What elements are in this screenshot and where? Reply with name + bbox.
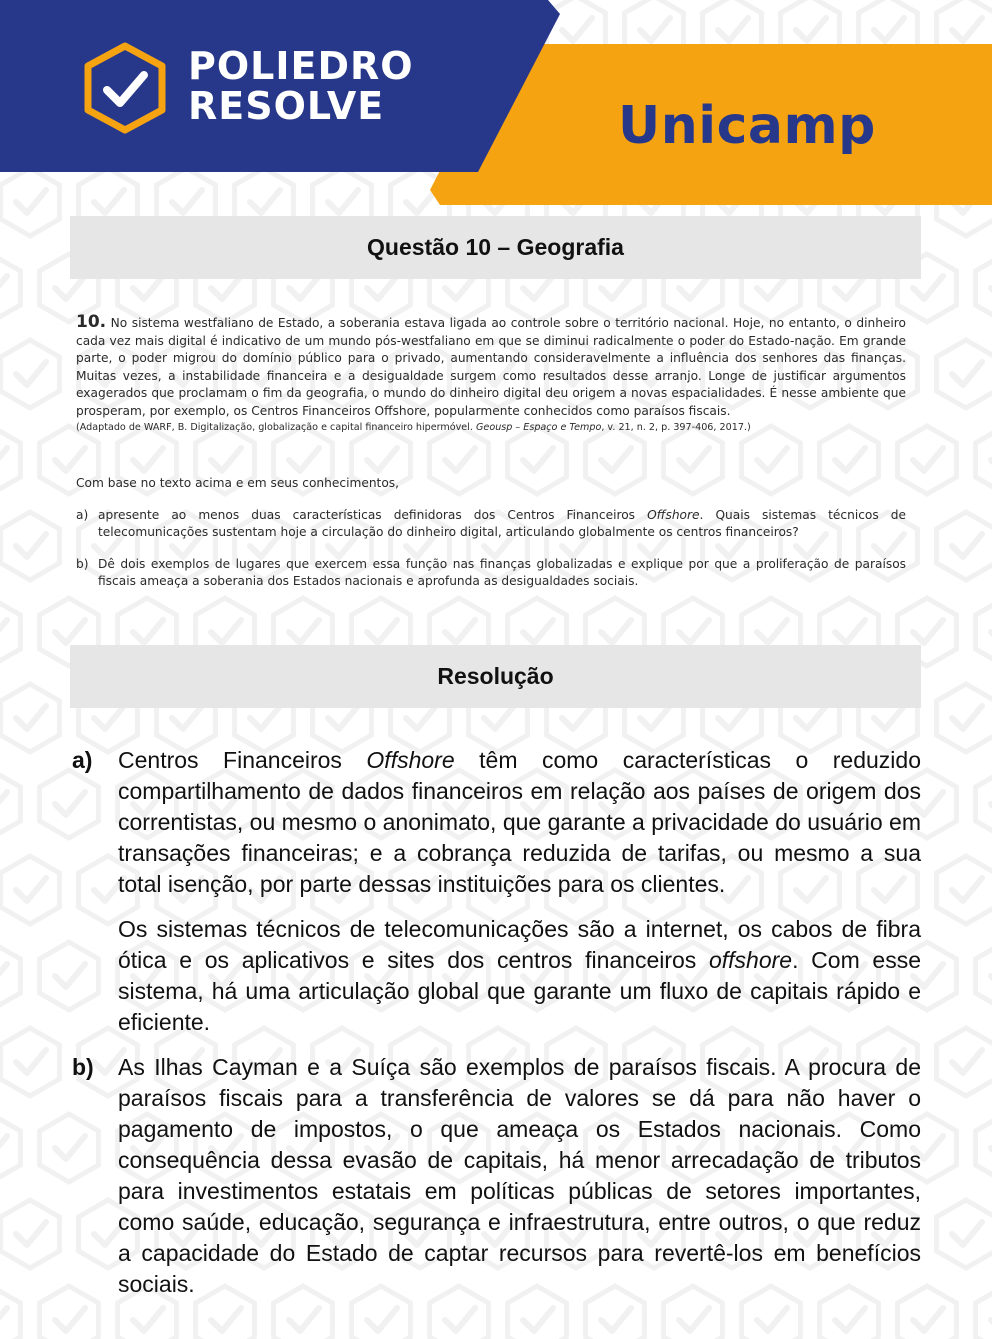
watermark-check-icon xyxy=(0,770,20,838)
question-number: 10. xyxy=(76,312,107,332)
watermark-check-icon xyxy=(0,1114,20,1182)
question-block xyxy=(76,314,906,591)
resolution-header-bar xyxy=(70,645,921,708)
watermark-check-icon xyxy=(0,254,20,322)
watermark-check-icon xyxy=(976,942,992,1010)
watermark-check-icon xyxy=(976,254,992,322)
answer-b-label: b) xyxy=(72,1054,94,1080)
page-header xyxy=(0,0,992,205)
watermark-check-icon xyxy=(976,1286,992,1339)
watermark-check-icon xyxy=(937,684,992,752)
brand-logo-text xyxy=(188,46,414,126)
item-a-text: apresente ao menos duas características definidoras dos Centros Financeiros Offshore. Quais sistemas técnicos de telecomunicações sustentam hoje a circulação do dinheiro digital, articulando globalmente os centros financeiros? xyxy=(98,507,906,539)
watermark-check-icon xyxy=(1,684,60,752)
watermark-check-icon xyxy=(1,1200,60,1268)
brand-line-1: POLIEDRO xyxy=(188,44,414,88)
answer-a xyxy=(72,745,921,1038)
watermark-check-icon xyxy=(976,426,992,494)
watermark-check-icon xyxy=(0,1286,20,1339)
watermark-check-icon xyxy=(0,426,20,494)
watermark-check-icon xyxy=(1,856,60,924)
item-b-text: Dê dois exemplos de lugares que exercem essa função nas finanças globalizadas e explique por que a proliferação de paraísos fiscais ameaça a soberania dos Estados nacionais e aprofunda as desigualdades sociais. xyxy=(98,556,906,588)
source-citation: (Adaptado de WARF, B. Digitalização, globalização e capital financeiro hipermóvel. xyxy=(76,422,476,433)
watermark-check-icon xyxy=(937,856,992,924)
watermark-check-icon xyxy=(1,340,60,408)
answer-b xyxy=(72,1052,921,1300)
item-b-label: b) xyxy=(76,556,89,571)
question-item-a xyxy=(76,507,906,542)
question-header-bar xyxy=(70,216,921,279)
source-journal: Geousp – Espaço e Tempo xyxy=(475,422,602,433)
exam-name: Unicamp xyxy=(618,96,876,156)
question-intro: Com base no texto acima e em seus conhecimentos, xyxy=(76,476,400,490)
source-details: , v. 21, n. 2, p. 397-406, 2017.) xyxy=(601,422,751,433)
question-item-b xyxy=(76,556,906,591)
watermark-check-icon xyxy=(976,770,992,838)
watermark-check-icon xyxy=(937,1028,992,1096)
watermark-check-icon xyxy=(1,512,60,580)
question-title: Questão 10 – Geografia xyxy=(367,234,624,260)
question-source xyxy=(76,421,906,435)
watermark-check-icon xyxy=(976,598,992,666)
watermark-check-icon xyxy=(0,598,20,666)
watermark-check-icon xyxy=(937,1200,992,1268)
question-text: No sistema westfaliano de Estado, a soberania estava ligada ao controle sobre o território nacional. Hoje, no entanto, o dinheiro cada vez mais digital é indicativo de um mundo pós-westfaliano em que se diminui radicalmente o poder do Estado-nação. Em grande parte, o poder migrou do domínio público para o privado, aumentando consideravelmente a influência dos senhores das finanças. Muitas vezes, a instabilidade financeira e a desigualdade surgem como resultados desse arranjo. Longe de justificar argumentos exagerados que proclamam o fim da geografia, o mundo do dinheiro digital deu origem a novas espacialidades. É nesse ambiente que prosperam, por exemplo, os Centros Financeiros Offshore, popularmente conhecidos como paraísos fiscais. xyxy=(76,316,906,418)
answer-a-paragraph-1: Centros Financeiros Offshore têm como características o reduzido compartilhamento de dados financeiros em relação aos países de origem dos correntistas, ou mesmo o anonimato, que garante a privacidade do usuário em transações financeiras; e a cobrança reduzida de tarifas, ou mesmo a sua total isenção, por parte dessas instituições para os clientes. xyxy=(118,747,921,897)
hexagon-check-icon xyxy=(82,42,168,134)
answer-a-label: a) xyxy=(72,747,93,773)
resolution-block xyxy=(72,745,921,1300)
item-a-label: a) xyxy=(76,507,89,522)
resolution-title: Resolução xyxy=(437,663,554,689)
brand-line-2: RESOLVE xyxy=(188,84,385,128)
question-statement xyxy=(76,314,906,420)
answer-b-paragraph-1: As Ilhas Cayman e a Suíça são exemplos de paraísos fiscais. A procura de paraísos fiscais para a transferência de valores se dá para não haver o pagamento de impostos, o que ameaça os Estados nacionais. Como consequência dessa evasão de capitais, há menor arrecadação de tributos para investimentos estatais em políticas públicas de setores importantes, como saúde, educação, segurança e infraestrutura, entre outros, o que reduz a capacidade do Estado de captar recursos para revertê-los em benefícios sociais. xyxy=(118,1054,921,1297)
watermark-check-icon xyxy=(898,426,957,494)
answer-a-paragraph-2: Os sistemas técnicos de telecomunicações são a internet, os cabos de fibra ótica e os aplicativos e sites dos centros financeiros offshore. Com esse sistema, há uma articulação global que garante um fluxo de capitais rápido e eficiente. xyxy=(118,916,921,1035)
watermark-check-icon xyxy=(1,1028,60,1096)
watermark-check-icon xyxy=(937,512,992,580)
watermark-check-icon xyxy=(0,942,20,1010)
watermark-check-icon xyxy=(937,340,992,408)
watermark-check-icon xyxy=(976,1114,992,1182)
